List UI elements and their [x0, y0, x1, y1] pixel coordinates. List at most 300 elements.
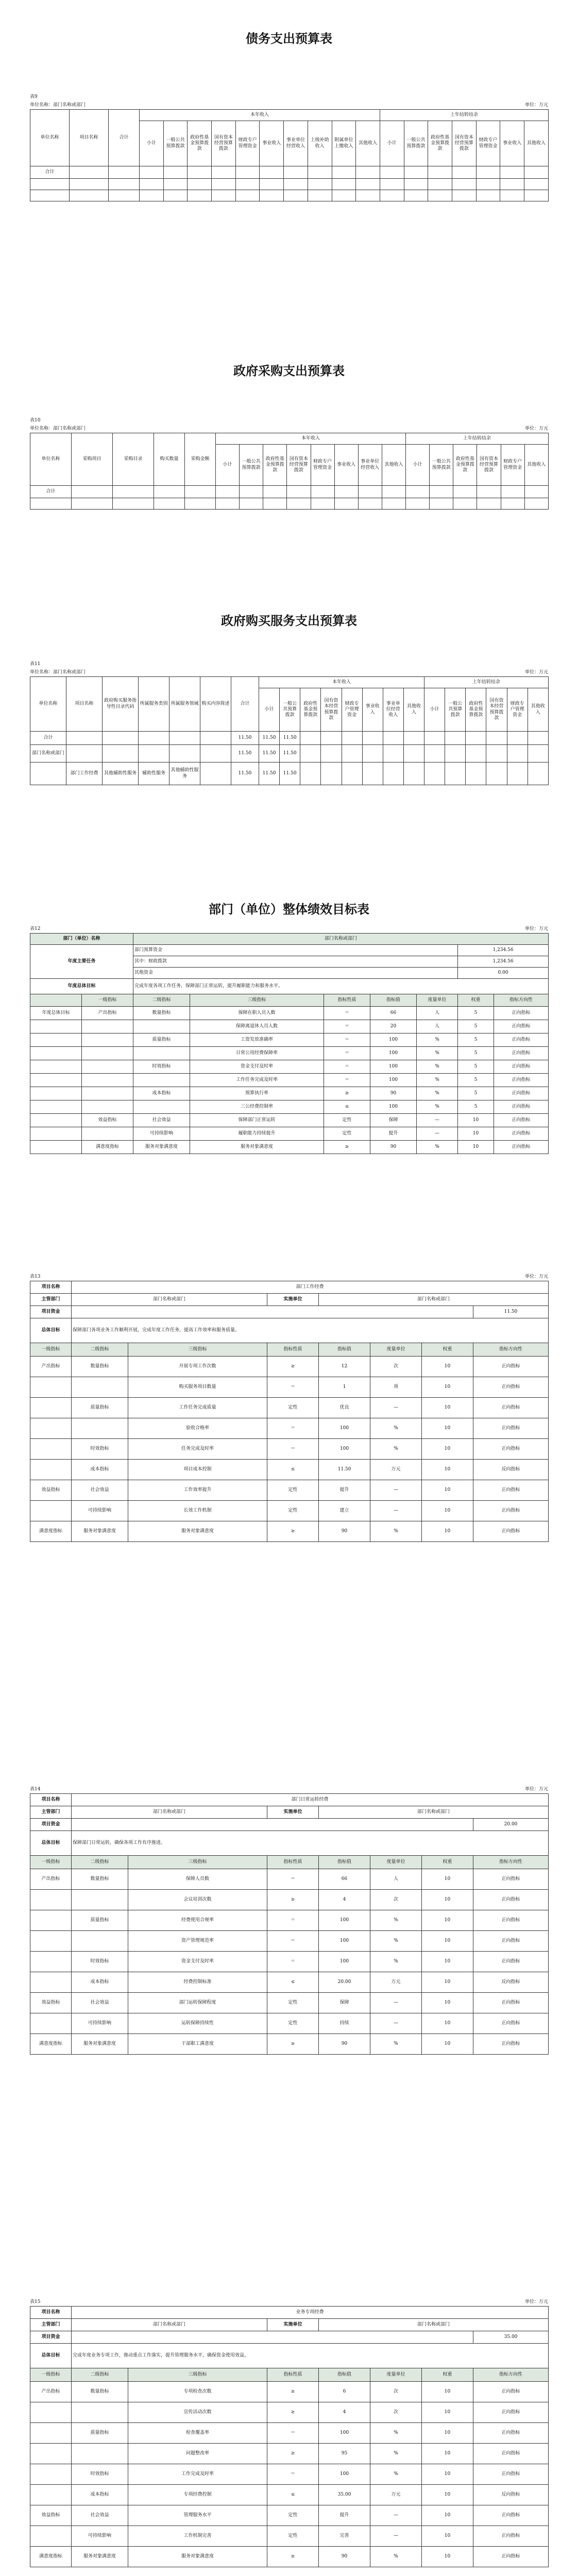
table-row — [30, 1521, 549, 1542]
col-total: 合计 — [109, 110, 140, 166]
cell: % — [417, 1033, 458, 1047]
cell — [103, 732, 139, 745]
cell: 正向指标 — [473, 1418, 549, 1439]
col-sub: 事业单位经营收入 — [284, 121, 308, 166]
cell: 正向指标 — [473, 1439, 549, 1460]
cell: ＝ — [267, 2423, 319, 2444]
table-row — [30, 1972, 549, 1993]
table-tag: 表11 — [30, 662, 41, 667]
goal-text: 完成年度各项工作任务，保障部门正常运转，提升履职能力和服务水平。 — [133, 979, 549, 994]
cell: 项目成本控制 — [128, 1460, 267, 1480]
cell: 10 — [422, 2013, 473, 2034]
cell: ≥ — [267, 2382, 319, 2402]
cell: 正向指标 — [473, 1931, 549, 1952]
cell: % — [370, 1418, 422, 1439]
col-header: 指标方向性 — [494, 994, 549, 1007]
cell: 次 — [370, 1890, 422, 1910]
cell: 质量指标 — [72, 1910, 128, 1931]
cell: 10 — [422, 1910, 473, 1931]
col-header: 权重 — [458, 994, 494, 1007]
col-carryover: 上年结转结余 — [424, 677, 549, 688]
unit-label: 单位名称：部门名称或部门 — [30, 103, 86, 108]
cell: 质量指标 — [72, 1398, 128, 1418]
cell: 11.50 — [259, 732, 280, 745]
section-project-performance — [30, 1273, 548, 1623]
cell: 66 — [370, 1007, 417, 1020]
table-tag: 表15 — [30, 2299, 41, 2304]
col-amount: 采购金额 — [185, 433, 216, 486]
cell: 定性 — [267, 1993, 319, 2013]
table-tag: 表13 — [30, 1274, 41, 1279]
col-sub: 政府性基金预算拨款 — [428, 121, 452, 166]
cell: 部门工作经费 — [66, 762, 103, 785]
col-header: 指标值 — [319, 1856, 370, 1869]
cell: — — [370, 1501, 422, 1521]
cell — [30, 1114, 82, 1127]
cell: ＝ — [324, 1007, 370, 1020]
cell — [30, 1501, 72, 1521]
cell: 万元 — [370, 1460, 422, 1480]
col-sub: 政府性基金预算拨款 — [466, 688, 486, 732]
cell: 干部职工满意度 — [128, 2034, 267, 2055]
cell: 正向指标 — [473, 2464, 549, 2485]
cell: 资金支付及时率 — [128, 1952, 267, 1972]
cell: % — [417, 1100, 458, 1114]
cell: 11.50 — [280, 762, 300, 785]
fund-row-label: 部门预算资金 — [133, 945, 458, 956]
cell: 质量指标 — [72, 2423, 128, 2444]
cell: 5 — [458, 1047, 494, 1060]
cell: 正向指标 — [494, 1020, 549, 1033]
col-unit: 单位名称 — [30, 110, 70, 166]
dept-name: 部门名称或部门 — [133, 934, 549, 945]
cell: 35.00 — [319, 2485, 370, 2505]
cell: 5 — [458, 1074, 494, 1087]
cell: 10 — [458, 1141, 494, 1154]
table-row — [30, 2526, 549, 2547]
cell: ＝ — [324, 1020, 370, 1033]
cell: 10 — [422, 2402, 473, 2423]
table-row — [30, 2547, 549, 2567]
col-header: 二级指标 — [72, 2368, 128, 2382]
cell — [30, 1972, 72, 1993]
cell — [30, 1460, 72, 1480]
cell: 5 — [458, 1060, 494, 1074]
cell: 10 — [422, 1869, 473, 1890]
cell: 满意度指标 — [82, 1141, 133, 1154]
currency-unit: 单位：万元 — [524, 1787, 548, 1792]
table-row — [30, 1047, 549, 1060]
project-name-label: 项目名称 — [30, 1281, 72, 1294]
overall-performance-table — [30, 933, 549, 1154]
cell: 正向指标 — [473, 1480, 549, 1501]
col-header: 二级指标 — [72, 1856, 128, 1869]
cell: 时效指标 — [72, 1952, 128, 1972]
col-header: 度量单位 — [370, 1343, 422, 1357]
cell: — — [370, 1480, 422, 1501]
cell: 95 — [319, 2444, 370, 2464]
table-row — [30, 732, 549, 745]
table-row — [30, 1127, 549, 1141]
cell: 优良 — [319, 1398, 370, 1418]
cell: 效益指标 — [30, 1993, 72, 2013]
impl-label: 实施单位 — [267, 2319, 319, 2331]
col-sub: 其他收入 — [356, 121, 380, 166]
fund-row-value: 1,234.56 — [458, 956, 549, 968]
table-row — [30, 2013, 549, 2034]
table-row — [30, 1910, 549, 1931]
cell: 10 — [458, 1114, 494, 1127]
cell — [82, 1047, 133, 1060]
cell: 正向指标 — [494, 1074, 549, 1087]
cell: 6 — [319, 2382, 370, 2402]
table-row — [30, 2464, 549, 2485]
cell: 正向指标 — [494, 1033, 549, 1047]
cell: % — [370, 1439, 422, 1460]
cell: 合计 — [30, 732, 66, 745]
goal-label: 总体目标 — [30, 1318, 72, 1343]
col-header: 权重 — [422, 1343, 473, 1357]
cell: 正向指标 — [494, 1141, 549, 1154]
col-header: 指标值 — [370, 994, 417, 1007]
cell: 提升 — [319, 1480, 370, 1501]
cell: 正向指标 — [473, 1398, 549, 1418]
cell: % — [370, 2423, 422, 2444]
cell: 部门运转保障程度 — [128, 1993, 267, 2013]
cell: 资金支付及时率 — [190, 1060, 324, 1074]
project-performance-table — [30, 2306, 549, 2567]
col-header: 指标值 — [319, 2368, 370, 2382]
cell: 人 — [370, 1869, 422, 1890]
cell: 正向指标 — [494, 1100, 549, 1114]
col-sub: 小计 — [140, 121, 164, 166]
cell: % — [417, 1087, 458, 1100]
cell: 长效工作机制 — [128, 1501, 267, 1521]
table-row — [30, 1952, 549, 1972]
cell: 100 — [319, 1418, 370, 1439]
cell: 保障离退休人员人数 — [190, 1020, 324, 1033]
cell: 10 — [422, 2505, 473, 2526]
col-sub: 事业收入 — [334, 445, 358, 486]
col-header: 权重 — [422, 1856, 473, 1869]
page-title: 部门（单位）整体绩效目标表 — [209, 902, 369, 917]
col-sub: 政府性基金预算拨款 — [188, 121, 212, 166]
col-header: 指标方向性 — [473, 1343, 549, 1357]
cell: 11.50 — [280, 745, 300, 762]
cell: 工作任务完成质量 — [128, 1398, 267, 1418]
cell: 定性 — [324, 1114, 370, 1127]
cell: 正向指标 — [473, 1910, 549, 1931]
cell: 10 — [422, 2034, 473, 2055]
table-tag: 表12 — [30, 926, 41, 931]
project-name: 部门工作经费 — [72, 1281, 549, 1294]
table-row — [30, 1460, 549, 1480]
cell — [30, 2423, 72, 2444]
cell: 正向指标 — [473, 2402, 549, 2423]
col-unit: 单位名称 — [30, 677, 66, 732]
table-row — [30, 1931, 549, 1952]
cell: 正向指标 — [473, 1890, 549, 1910]
page-title: 债务支出预算表 — [246, 31, 332, 46]
cell: 正向指标 — [494, 1127, 549, 1141]
cell: 辅助性服务 — [139, 762, 169, 785]
col-sub: 其他收入 — [382, 445, 405, 486]
cell: 保障在职人员人数 — [190, 1007, 324, 1020]
cell — [30, 1141, 82, 1154]
table-row — [30, 2034, 549, 2055]
service-purchase-table — [30, 676, 549, 785]
col-sub: 财政专户管理资金 — [501, 445, 524, 486]
col-code: 政府购买服务指导性目录代码 — [103, 677, 139, 732]
cell — [30, 1439, 72, 1460]
cell: 10 — [422, 1521, 473, 1542]
col-sub: 财政专户管理资金 — [342, 688, 362, 732]
cell: 10 — [422, 1931, 473, 1952]
section-project-performance — [30, 2298, 548, 2576]
col-sub: 国有资本经营预算拨款 — [486, 688, 507, 732]
cell: 预算执行率 — [190, 1087, 324, 1100]
cell: ＝ — [267, 1439, 319, 1460]
cell: 效益指标 — [30, 1480, 72, 1501]
cell — [30, 2013, 72, 2034]
table-row — [30, 2485, 549, 2505]
col-sub: 一般公共预算拨款 — [404, 121, 428, 166]
impl-label: 实施单位 — [267, 1294, 319, 1306]
cell: % — [417, 1047, 458, 1060]
cell: 4 — [319, 2402, 370, 2423]
cell: ≥ — [324, 1087, 370, 1100]
cell: 可持续影响 — [72, 2526, 128, 2547]
table-row — [30, 1439, 549, 1460]
cell: 服务对象满意度 — [128, 2547, 267, 2567]
fund-row-value: 1,234.56 — [458, 945, 549, 956]
cell: % — [370, 1910, 422, 1931]
cell — [139, 732, 169, 745]
fund-row-label: 其他资金 — [133, 968, 458, 979]
total-row-label: 合计 — [30, 166, 70, 179]
cell: 10 — [422, 1480, 473, 1501]
cell — [30, 1952, 72, 1972]
col-sub: 事业收入 — [362, 688, 383, 732]
cell: % — [370, 2464, 422, 2485]
cell: 10 — [422, 1890, 473, 1910]
cell: 资产管理规范率 — [128, 1931, 267, 1952]
cell: 其他辅助性服务 — [169, 762, 200, 785]
cell: — — [370, 2013, 422, 2034]
table-row — [30, 2402, 549, 2423]
cell — [82, 1020, 133, 1033]
col-sub: 小计 — [406, 445, 430, 486]
col-sub: 政府性基金预算拨款 — [300, 688, 321, 732]
col-sub: 其他收入 — [524, 445, 548, 486]
cell: 正向指标 — [473, 1377, 549, 1398]
cell — [30, 2464, 72, 2485]
budget-label: 项目资金 — [30, 1819, 72, 1831]
cell — [30, 1890, 72, 1910]
cell: 社会效益 — [72, 1480, 128, 1501]
cell: % — [370, 2444, 422, 2464]
cell: 服务对象满意度 — [133, 1141, 190, 1154]
cell: 11.50 — [319, 1460, 370, 1480]
cell: 购买服务项目数量 — [128, 1377, 267, 1398]
col-sub: 其他收入 — [403, 688, 424, 732]
goal-label: 年度总体目标 — [30, 979, 133, 994]
table-row — [30, 1890, 549, 1910]
col-sub: 小计 — [380, 121, 404, 166]
cell: 11.50 — [259, 745, 280, 762]
cell — [200, 732, 231, 745]
cell — [200, 745, 231, 762]
cell: — — [417, 1127, 458, 1141]
budget-label: 项目资金 — [30, 1306, 72, 1318]
cell: 20.00 — [319, 1972, 370, 1993]
cell — [72, 1931, 128, 1952]
cell: 90 — [319, 2034, 370, 2055]
cell: 其他辅助性服务 — [103, 762, 139, 785]
table-tag: 表9 — [30, 94, 38, 99]
cell: 持续 — [319, 2013, 370, 2034]
dept-label: 主管部门 — [30, 1294, 72, 1306]
col-sub: 财政专户管理资金 — [507, 688, 528, 732]
budget-value: 20.00 — [473, 1819, 549, 1831]
col-sub: 一般公共预算拨款 — [280, 688, 300, 732]
cell: 开展专项工作次数 — [128, 1357, 267, 1377]
cell — [169, 732, 200, 745]
col-header: 二级指标 — [72, 1343, 128, 1357]
col-header: 三级指标 — [190, 994, 324, 1007]
cell — [139, 745, 169, 762]
table-row — [30, 2382, 549, 2402]
cell: 成本指标 — [72, 1972, 128, 1993]
cell: 11.50 — [231, 745, 259, 762]
project-performance-table — [30, 1793, 549, 2055]
col-carryover: 上年结转结余 — [380, 110, 548, 121]
cell: 定性 — [324, 1127, 370, 1141]
cell: 100 — [319, 2464, 370, 2485]
col-catalog: 采购目录 — [113, 433, 154, 486]
goal-text: 完成年度业务专项工作，推动重点工作落实，提升管理服务水平，确保资金使用效益。 — [72, 2344, 549, 2368]
cell: 可持续影响 — [133, 1127, 190, 1141]
section-project-performance — [30, 1785, 548, 2136]
impl-value: 部门名称或部门 — [319, 2319, 549, 2331]
cell: ＝ — [267, 1910, 319, 1931]
table-row — [30, 1869, 549, 1890]
cell: 项 — [370, 1377, 422, 1398]
cell: ≥ — [267, 2547, 319, 2567]
unit-label: 单位名称：部门名称或部门 — [30, 426, 86, 431]
table-row — [30, 1087, 549, 1100]
col-sub: 国有资本经营预算拨款 — [287, 445, 311, 486]
cell: 服务对象满意度 — [72, 1521, 128, 1542]
cell: 5 — [458, 1020, 494, 1033]
cell: 满意度指标 — [30, 2547, 72, 2567]
dept-name-label: 部门（单位）名称 — [30, 934, 133, 945]
cell: — — [370, 1993, 422, 2013]
cell: 定性 — [267, 1480, 319, 1501]
cell — [30, 1100, 82, 1114]
cell: ＝ — [324, 1047, 370, 1060]
dept-value: 部门名称或部门 — [72, 1806, 267, 1819]
cell: ＝ — [267, 1377, 319, 1398]
cell: 100 — [370, 1074, 417, 1087]
cell: 年度总体目标 — [30, 1007, 82, 1020]
cell — [30, 1060, 82, 1074]
cell: 提升 — [319, 2505, 370, 2526]
cell: 正向指标 — [473, 1993, 549, 2013]
col-sub: 国有资本经营预算拨款 — [212, 121, 236, 166]
cell: 正向指标 — [473, 1521, 549, 1542]
col-header: 一级指标 — [30, 2368, 72, 2382]
cell: ＝ — [267, 1418, 319, 1439]
goal-label: 总体目标 — [30, 1831, 72, 1856]
col-sub: 其他收入 — [524, 121, 549, 166]
cell: 成本指标 — [72, 1460, 128, 1480]
cell: 10 — [422, 2485, 473, 2505]
total-row-label: 合计 — [30, 486, 72, 498]
cell — [30, 1377, 72, 1398]
cell: 履职能力持续提升 — [190, 1127, 324, 1141]
cell: 正向指标 — [494, 1087, 549, 1100]
cell — [169, 745, 200, 762]
cell: ≥ — [267, 2402, 319, 2423]
cell: 11.50 — [231, 732, 259, 745]
col-sub: 一般公共预算拨款 — [445, 688, 466, 732]
cell: 5 — [458, 1087, 494, 1100]
col-header: 三级指标 — [128, 1856, 267, 1869]
cell: % — [370, 1521, 422, 1542]
cell: 时效指标 — [133, 1060, 190, 1074]
col-current-income: 本年收入 — [216, 433, 406, 445]
cell: 工作机制完善 — [128, 2526, 267, 2547]
col-sub: 政府性基金预算拨款 — [453, 445, 477, 486]
budget-value: 11.50 — [473, 1306, 549, 1318]
col-project: 项目名称 — [70, 110, 109, 166]
cell: 宣传活动次数 — [128, 2402, 267, 2423]
cell: — — [370, 1398, 422, 1418]
cell — [30, 1398, 72, 1418]
cell: 10 — [422, 1460, 473, 1480]
cell: % — [370, 2547, 422, 2567]
project-name-label: 项目名称 — [30, 1794, 72, 1806]
cell: ＝ — [324, 1074, 370, 1087]
fund-row-value: 0.00 — [458, 968, 549, 979]
cell: 可持续影响 — [72, 1501, 128, 1521]
cell: 10 — [422, 2382, 473, 2402]
cell — [30, 1074, 82, 1087]
cell — [30, 2444, 72, 2464]
cell: 万元 — [370, 1972, 422, 1993]
cell: 正向指标 — [473, 2526, 549, 2547]
cell: 100 — [370, 1047, 417, 1060]
table-row — [30, 1501, 549, 1521]
cell — [82, 1033, 133, 1047]
cell — [82, 1087, 133, 1100]
cell: 成本指标 — [72, 2485, 128, 2505]
cell — [72, 1890, 128, 1910]
cell: 反向指标 — [473, 1972, 549, 1993]
cell: 10 — [422, 1398, 473, 1418]
cell: % — [417, 1141, 458, 1154]
cell: 完善 — [319, 2526, 370, 2547]
table-row — [30, 1141, 549, 1154]
cell — [103, 745, 139, 762]
cell: 保障部门正常运转 — [190, 1114, 324, 1127]
cell: 服务对象满意度 — [72, 2034, 128, 2055]
cell — [30, 1047, 82, 1060]
cell: 时效指标 — [72, 1439, 128, 1460]
col-current-income: 本年收入 — [259, 677, 424, 688]
section-overall-performance — [30, 899, 548, 1270]
